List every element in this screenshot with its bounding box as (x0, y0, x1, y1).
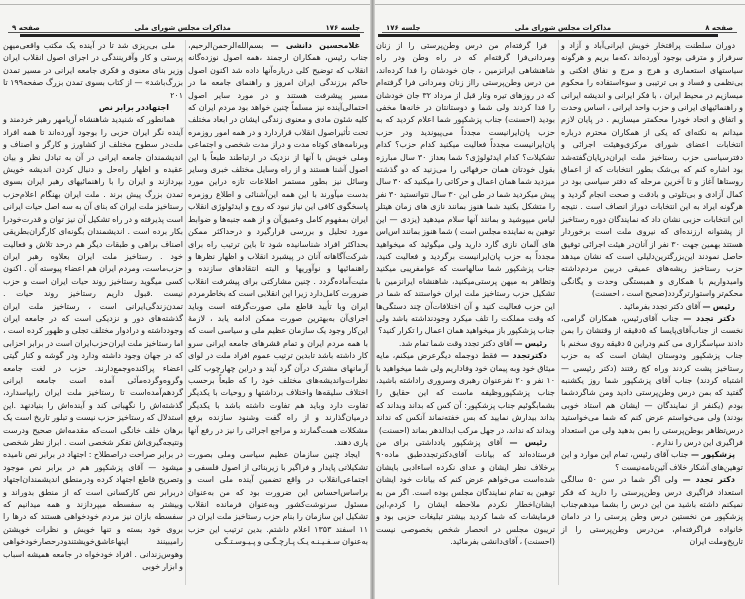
paragraph (3, 114, 183, 573)
publication-title: مذاکرات مجلس شورای ملی (130, 24, 234, 32)
paragraph (561, 301, 743, 313)
paragraph (376, 350, 555, 437)
paragraph-text: جناب آقای رئیس، تمام این موارد و این توهین‌های آشکار خلاف آئین‌نامه‌نیست ؟ (561, 450, 743, 472)
header-rule (20, 34, 360, 37)
paragraph-text: ولی اگر شما در سن ۵۰ سالگی استعداد فراگیری درس وطن‌پرستی را دارید که فکر نمیکنم داشته باشید من این درس را بشما میدهم‌جناب پزشکپور من نخستین درس وطن پرستی را در دامان خانواده فراگرفته‌ام، من‌درس وطن‌پرستی را از تاریخ‌وملت ایران (561, 475, 743, 547)
text-column-left (3, 40, 183, 573)
text-column-right (188, 40, 368, 549)
paragraph-text: جناب آقای‌رئیس، همکاران گرامی، نخست از جناب‌آقای‌پایسا که ۵دقیقه از وقتشان را بمن دادند سپاسگزاری می کنم ودراین ۵ دقیقه روی سخنم با جناب پزشکپور ودوستان ایشان است که به حزب رستاخیز پشت کردند وراه کج رفتند (دکتر رئیسی — اشتباه کردند) جناب آقای پزشکپور شما روز یکشنبه گفتید که بمن درس وطن‌پرستی دادید ومن شاگردشما بودم (یکنفر از نمایندگان — ایشان هم استاد خوبی بودند) ولی می‌خواستم عرض کنم که شما می‌خواستید درس‌تظاهر بوطن‌پرستی را بمن بدهید ولی من استعداد فراگیری این درس را ندارم . (561, 313, 743, 447)
speaker-name: رئیس — (502, 438, 547, 447)
speaker-name: پزشکپور — (688, 450, 735, 460)
paragraph (376, 40, 555, 338)
paragraph-text: همانطور که شنیدید شاهنشاه آریامهر رهبر خردمند و آینده نگر ایران حزبی را بوجود آورده‌اند تا همه افراد ملت‌در سطوح مختلف از کشاورز و کارگر و اصناف و اندیشمندان جامعه ایرانی در آن به تبادل نظر و بیان عقیده و اظهار راه‌حل و دنبال کردن اندیشه خویش بپردازند و ایران را با راهنمائیهای رهبر ایران بسوی تمدن بزرگ پیش برند . ملت ایران بهنگام اعلام‌حزب رستاخیز ملت ایران که بنای آن به سه اصل حیات ایرانی است پذیرفته و در راه تشکیل آن نیز توان و قدرت‌خودرا بکار برده است . اندیشمندان بگونه‌ای کارگران‌بطریقی اصناف براهی و طبقات دیگر هم درحد تلاش و فعالیت خود . رستاخیز ملت ایران بعلاوه رهبر ایران حزب‌ماست، ومردم ایران هم اعضاء پیوسته آن . اکنون کسی میگوید رستاخیز روند حیات ایران است و حزب نیست .قبول داریم رستاخیز روند حیات . تمدن‌زندگی‌ایرانی است ، رستاخیز ملت ایران گذشته‌های دور و نزدیکی است که در جامعه ایران وجودداشته و درادوار مختلف تجلی و ظهور کرده است ، اما رستاخیز ملت ایران‌حزب‌ایران است در برابر احزابی که در جهان وجود داشته ودارد ودر گوشه و کنار گیتی اعضاء پراکنده‌وجمع‌دارند. حزب در لغت جامعه وگروه‌وگرده‌مآئی آمده است جامعه ایرانی گردهم‌آمده‌است تا رستاخیز ملت ایران رابپاسدارد، گذشته‌اش را نگهبانی کند و آینده‌اش را بنیادنهد .این استدلال که رستاخیز حزب نیست و تبلور تاریخ است یک برهان خلف خانگی است‌که مقدمه‌اش صحیح ودرست ونتیجه‌گیری‌اش تفکر شخصی است . ابراز نظر شخصی در برابر صراحت دراصطلاح : اجتهاد در برابر نص نامیده میشود — آقای پزشکپور هم در برابر نص موجود وتصریح قاطع اجتهاد کرده ودرمنطق اندیشمندان‌اجتهاد دربرابر نص کارکسانی است که از منطق بدوراند و وبیشتر به سفسطه میپردازند و همه میدانیم که سفسطه بازان نیز مردم خودخواهی هستند که درها را بروی خود بسته و تنها خویش و نظرات خویشتن رامیبینند اینهاعاشق‌خویشتندودرحصارخودخواهی وهوس‌زندانی . افراد خودخواه در جامعه همیشه اسباب و ابزار خوبی (3, 115, 183, 572)
paragraph-text: فقط دوجمله دیگرعرض میکنم، مایه میثاق خود وبه پیمان خود وفاداریم ولی شما میخواهید با ۱۰ نفر و ۲۰ نفرعنوان رهبری وسروری راداشته باشید، جناب پزشکپوروظیفه ماست که این حقایق را بشمابگوئیم جناب پزشکپور: آن کس که بداند وبداند که بداند بیدارش نمایید که بس خفته‌نماند آنکس که نداند وبداند که نداند، در جهل مرکب ابدالدهر بماند (احسنت) (376, 351, 555, 435)
paragraph (188, 449, 368, 548)
paragraph (3, 40, 183, 102)
paragraph-text: بسم‌الله‌الرحمن‌الرحیم، جناب رئیس، همکاران ارجمند ،همه اصول نوزده‌گانه انقلاب که توضیح کلی درباره‌آنها داده شد اکنون اصول حاکم برزندگی ایران امروز و راهنمای جامعه ما در مسیر پیشرفت هستند و در مورد سایر اصول احتمالی‌آینده نیز مسلماً چنین خواهد بود مردم ایران که کلیه شئون مادی و معنوی زندگی ایشان در ابعاد مختلف تحت تأثیراصول انقلاب قراردارد و در همه امور روزمره وبرنامه‌های کوتاه مدت و دراز مدت شخصی و اجتماعی وملی خویش با آنها از نزدیک در ارتباطند طبعاً با این اصول آشنا هستند و از راه وسایل مختلف خبری وسایر وسائل نیز بطور مستمر اطلاعات تازه دراین مورد بدست میآورند با این همه این‌آشنائی و اطلاع روزمره پاسخگوی کافی این نیاز نبود که روح و ایدئولوژی انقلاب ایران بمفهوم کامل وعمیق‌آن و از همه جنبه‌ها و ضوابط مورد تحلیل و بررسی قرارگیرد و درحداکثر ممکن بحداکثر افراد شناسانیده شود تا باین ترتیب راه برای شرکت‌آگاهانه آنان در پیشبرد انقلاب و اظهار نظرها و راهنمائیها و نوآوریها و البته انتقادهای سازنده و مثبت‌آماده‌گردد . چنین مشارکتی برای پیشرفت انقلاب ضرورت کامل‌دارد زیرا این انقلابی است که بخاطرمردم ایران وبا تأیید قاطع ملی صورت‌گرفته است وباید اجرای‌آن به‌بهترین صورت ممکن ادامه یابد ، لازمهٔ این‌کار وجود یک سازمان عظیم ملی و سیاسی است که با همه مردم ایران و تمام قشرهای جامعه ایرانی سرو کار داشته باشد تابدین ترتیب عموم افراد ملت در لوای آرمانهای مشترک درآن گرد آیند و دراین چهارچوب کلی نظرات‌واندیشه‌های مختلف خود را که طبعاً برحسب اختلاف سلیقه‌ها واختلاف برداشتها و روحیات با یکدیگر تفاوت دارد وباید هم تفاوت داشته باشد با یکدیگر درمیان‌گذارند و از راه گفت وشنود سازنده برفع مشکلات همت‌گمارند و مراجع اجرائی را نیز در رفع آنها یاری دهند. (188, 41, 368, 447)
paragraph (376, 437, 555, 549)
page-gutter (370, 0, 375, 599)
column-divider (185, 40, 186, 585)
page-header (382, 20, 737, 33)
section-subheading: اجتهاددر برابر نص (98, 103, 169, 113)
paragraph-text: دوران سلطنت پرافتخار خویش ایرانی‌آباد و آزاد و سرفراز و مترقی بوجود آورده‌اند ،که‌ما بریم و هرگونه سیاستهای استعماری و هرج و مرج و نفاق افکنی و بی‌نظمی و فساد و بی ترتیبی و سوءاستفاده را محکوم میسازیم در محیط ایران ، با فکر ایرانی و اندیشه ایرانی و راهنمائیهای ایرانی و حزب واحد ایرانی ، اساس وحدت و اتفاق و اتحاد خودرا محکمتر میسازیم . در پایان لازم میدانم به نکته‌ای که یکی از همکاران محترم درباره انتخابات اعضای شورای مرکزی‌وهیئت اجرائی و دفترسیاسی حزب رستاخیز ملت ایران‌درپایان‌گفته‌شد بود اشاره کنم که بی‌شک بطور انتخابات که از اعماق روستاها آغاز و تا آخرین مرحله که دفتر سیاسی بود در کمال آزادی و بی‌تلوتی و بادقت و صحت انجام گردید و هرگونه ایراد به این انتخابات دوراز انصاف است . نتیجه این انتخابات حزبی نشان داد که نمایندگان دوره رستاخیز از پشتوانه ارزنده‌ای که نیروی ملت است برخوردار هستند بهمین جهت ۳۰ نفر از آنان‌در هیئت اجرائی توفیق حاصل نمودند این‌بزرگترین‌دلیلی است که نشان میدهد حزب رستاخیز ریشه‌های عمیقی دربین مردم‌داشته وامیدواریم با همکاری و همبستگی وحدت و یگانگی محکم‌تر واستوارترگردد(صحیح است ، احسنت) (561, 41, 744, 299)
paragraph (561, 40, 743, 301)
paragraph (561, 313, 743, 449)
text-column-right (561, 40, 743, 549)
speaker-name: دکتر تجدد — (677, 475, 735, 485)
paragraph (561, 449, 743, 474)
speaker-name: رئیس — (512, 338, 547, 348)
speaker-name: غلامحسین دانشی — (263, 41, 360, 50)
page-number: صفحه ۸ (701, 24, 737, 32)
page-number: صفحه ۹ (8, 24, 44, 32)
paragraph-text: فرا گرفته‌ام من درس وطن‌پرستی را از زنان ومردانی‌فرا گرفته‌ام که در راه وطن ودر راه شاهنشاهی ایرانزمین ، جان خودشان را فدا کرده‌اند، من درس وطن‌پرستی رااز زنان ومردانی فرا گرفته‌ام که در روزهای تیره وتار قبل از مرداد ۳۲ جان خودشان را فدا کردند ولی شما و دوستانتان در خانه‌ها مخفی بودید (احسنت) جناب پزشکپور شما اعلام کردید که به حزب پان‌ایرانیست مجدداً می‌پیوندید ودر حزب پان‌ایرانیست مجدداً فعالیت میکنید کدام حزب؟ کدام تشکیلات؟ کدام ایدئولوژی؟ شما بعداز ۳۰ سال مبارزه بقول خودتان همان حرفهائی را می‌زنید که دو گذشته میزدید شما همان اعمال و حرکاتی را میکنید که ۳۰ سال پیش میکردید شما در طی این ۳۰ سال نتوانستید ۳۰ نفر را متشکل بکنید شما هنوز بمانند نازی های زمان هیتلر لباس میپوشید و بمانند آنها سلام میدهید (یزدی — این توهین به نماینده مجلس است ) شما هنوز بمانند اس‌اس های آلمان نازی گارد دارید ولی میگوئید که میخواهید مجدداً به حزب پان‌ایرانیست برگردید و فعالیت کنید، جناب پزشکپور شما سالهاست که عوامفریبی میکنید وتظاهر به میهن پرستی‌میکنید، شاهنشاه ایرانزمین با تشکیل حزب رستاخیز ملت ایران خواستند که شما در این حزب فعالیت کنید و آن اختلافات‌آن چند دستگی‌ها که وقت مملکت را تلف میکرد وجودنداشته باشد ولی جناب پزشکپور باز میخواهید همان اعمال را تکرار کنید؟ (375, 41, 556, 336)
paragraph-text: آقای دکتر تجدد بفرمائید . (619, 301, 701, 311)
paragraph (376, 338, 555, 350)
page-header (8, 20, 364, 33)
text-column-left (376, 40, 555, 549)
speaker-name: رئیس — (700, 301, 735, 311)
paragraph (561, 474, 743, 548)
paragraph-text: ایجاد چنین سازمان عظیم سیاسی وملی بصورت تشکیلاتی پایدار و فراگیر با زیربنائی از اصول فلسفی و اجتماعی‌انقلاب در واقع تضمین آینده ملی است و براساس‌احساس این ضرورت بود که من به‌عنوان مسئول سرنوشت‌کشور وبه‌عنوان فرمانده انقلاب تشکیل این سازمان را بنام حزب رستاخیز ملت ایران در ۱۱ اسفند ۱۳۵۳ اعلام داشتم. بدین ترتیب این حزب به‌عنوان سـفـیـنـه یـک پـارچـگـی و پـیـوسـتـگـی (188, 450, 368, 547)
column-divider (558, 40, 559, 585)
session-number: جلسه ۱۷۶ (321, 24, 364, 32)
session-number: جلسه ۱۷۶ (382, 24, 425, 32)
paragraph (188, 40, 368, 449)
paragraph-text: آقای دکتر تجدد وقت شما تمام شد. (398, 338, 513, 348)
paragraph-text: آقای پزشکپور یادداشتی برای من فرستاده‌اند که بیانات آقای‌دکترتجددطبق ماده۹۰ برخلاف نظر ایشان و عدای نکرده اساءادبی بایشان شده‌است می‌خواهم عرض کنم که بیانات خود ایشان توهین به تمام نمایندگان مجلس بوده است. اگر من به ایشان‌اخطار نکردم ملاحظه ایشان را کردم،این فرمایشات که شما کردید بیشتر تبلیغات حزبی بود و تریبون مجلس در انحصار شخص بخصوصی نیست (احسنت) ، آقای‌دانشی بفرمائید. (376, 438, 555, 547)
publication-title: مذاکرات مجلس شورای ملی (511, 24, 615, 32)
speaker-name: دکترتجدد — (497, 351, 547, 361)
header-rule (378, 34, 718, 37)
paragraph-text: ملی بی‌ریزی شد تا در آینده یک مکتب واقعی‌میهن پرستی و کار وآفرینندگی در اجرای اصول انقلاب ایران وزیر بنای معنوی و فکری جامعه ایرانی در مسیر تمدن بزرگ‌باشد» — از کتاب بسوی تمدن بزرگ صفحه۱۹۹ تا ۲۰۱ (3, 41, 183, 100)
speaker-name: دکتر تجدد — (678, 313, 735, 323)
